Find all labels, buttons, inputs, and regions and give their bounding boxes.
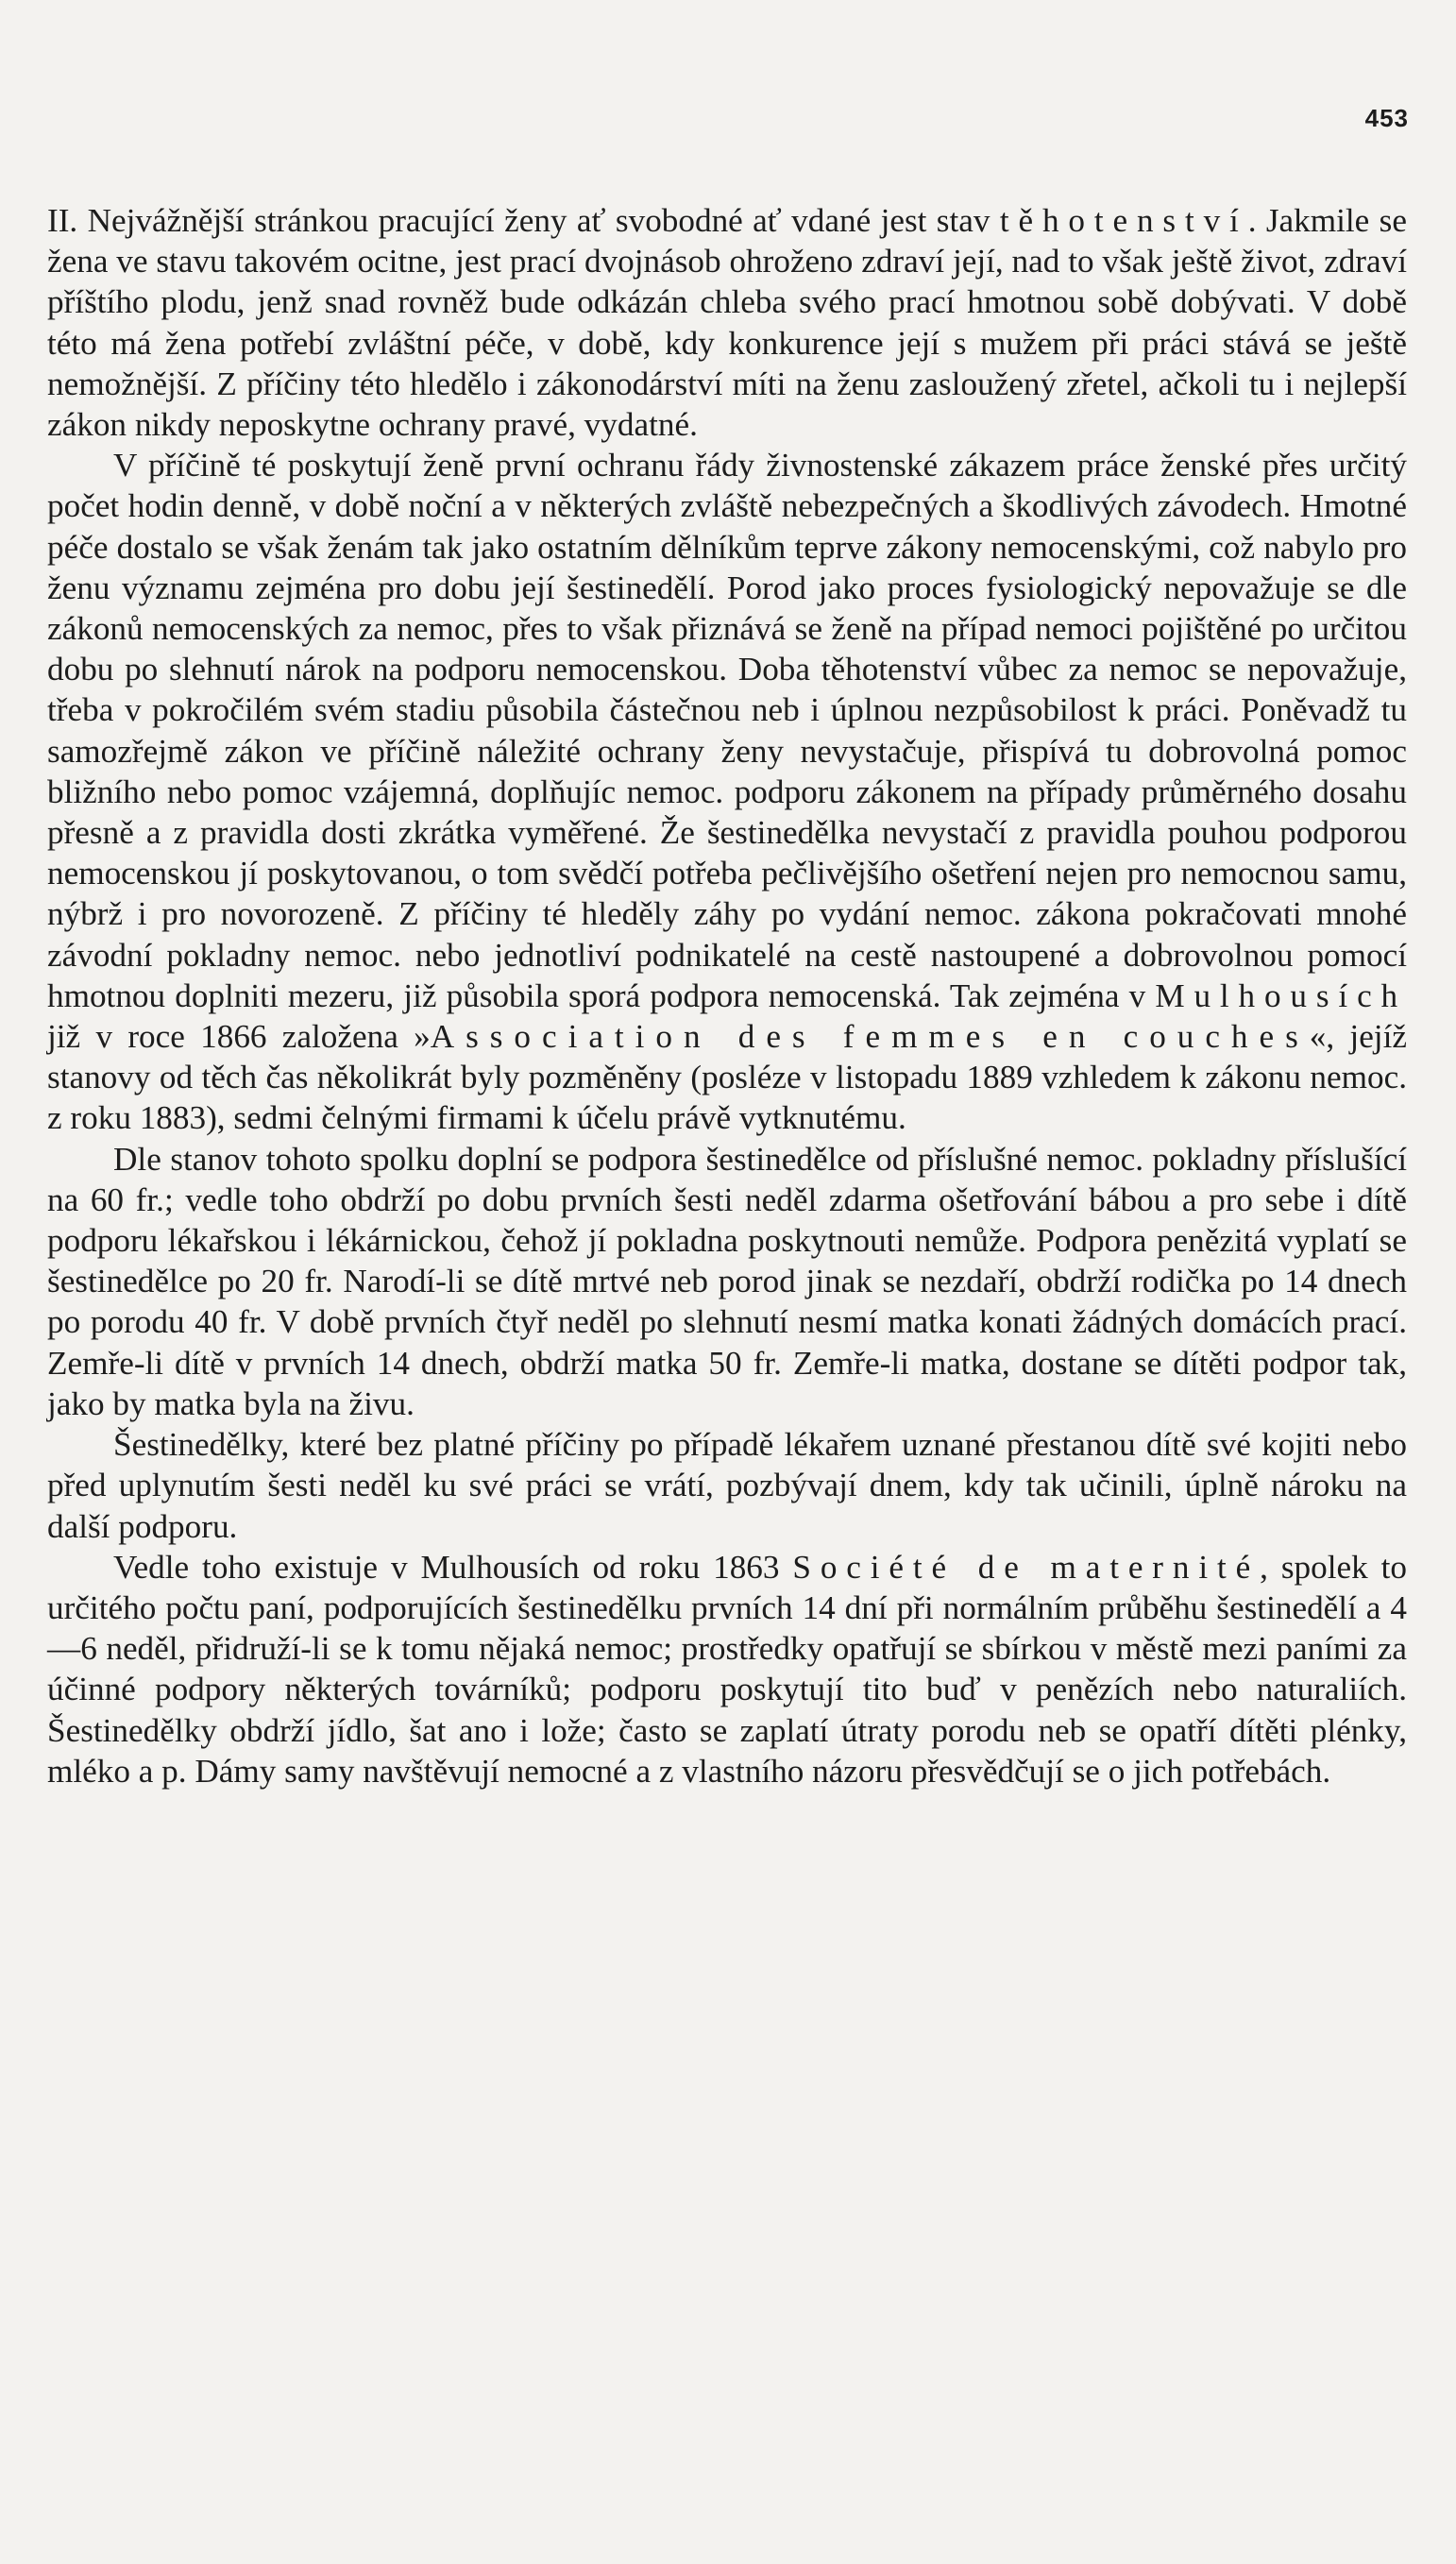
emphasis-spaced-place: Mulhousích <box>1155 976 1407 1014</box>
text-run: již v roce 1866 založena » <box>47 1018 431 1056</box>
emphasis-spaced-association: Association des femmes en couches <box>430 1018 1310 1056</box>
emphasis-spaced-society: Société de maternité <box>792 1548 1261 1586</box>
text-run: V příčině té poskytují ženě první ochranu řády živnostenské zákazem práce ženské přes určitý počet hodin denně, v době noční a v některých zvláště nebezpečných a škodlivých závodech. Hmotné péče dostalo se však ženám tak jako ostatním dělníkům teprve zákony nemocenskými, což nabylo pro ženu významu zejména pro dobu její šestinedělí. Porod jako proces fysiologický nepovažuje se dle zákonů nemocenských za nemoc, přes to však přiznává se ženě na případ nemoci pojištěné po určitou dobu po slehnutí nárok na podporu nemocenskou. Doba těhotenství vůbec za nemoc se nepovažuje, třeba v pokročilém svém stadiu působila částečnou neb i úplnou nezpůsobilost k práci. Poněvadž tu samozřejmě zákon ve příčině náležité ochrany ženy nevystačuje, přispívá tu dobrovolná pomoc bližního nebo pomoc vzájemná, doplňujíc nemoc. podporu zákonem na případy průměrného dosahu přesně a z pravidla dosti zkrátka vyměřené. Že šestinedělka nevystačí z pravidla pouhou podporou nemocenskou jí poskytovanou, o tom svědčí potřeba pečlivějšího ošetření nejen pro nemocnou samu, nýbrž i pro novorozeně. Z příčiny té hleděly záhy po vydání nemoc. zákona pokračovati mnohé závodní pokladny nemoc. nebo jednotliví podnikatelé na cestě nastoupené a dobrovolnou pomocí hmotnou doplniti mezeru, již působila sporá podpora nemocenská. Tak zejména v <box>47 447 1407 1014</box>
page-number: 453 <box>1364 104 1409 132</box>
text-run: «, jejíž stanovy od těch čas několikrát byly pozměněny (posléze v listopadu 1889 vzhledem k zákonu nemoc. z roku 1883), sedmi čelnými firmami k účelu právě vytknutému. <box>47 1018 1407 1137</box>
paragraph <box>47 1139 1407 1424</box>
paragraph <box>47 445 1407 1138</box>
paragraph <box>47 1547 1407 1791</box>
text-run: , spolek to určitého počtu paní, podporujících šestinedělku prvních 14 dní při normálním průběhu šestinedělí a 4—6 neděl, přidruží-li se k tomu nějaká nemoc; prostředky opatřují se sbírkou v městě mezi paními za účinné podpory některých továrníků; podporu poskytují tito buď v penězích nebo naturaliích. Šestinedělky obdrží jídlo, šat ano i lože; často se zaplatí útraty porodu neb se opatří dítěti plénky, mléko a p. Dámy samy navštěvují nemocné a z vlastního názoru přesvědčují se o jich potřebách. <box>47 1548 1407 1790</box>
text-run: Dle stanov tohoto spolku doplní se podpora šestinedělce od příslušné nemoc. pokladny příslušící na 60 fr.; vedle toho obdrží po dobu prvních šesti neděl zdarma ošetřování bábou a pro sebe i dítě podporu lékařskou i lékárnickou, čehož jí pokladna poskytnouti nemůže. Podpora penězitá vyplatí se šestinedělce po 20 fr. Narodí-li se dítě mrtvé neb porod jinak se nezdaří, obdrží rodička po 14 dnech po porodu 40 fr. V době prvních čtyř neděl po slehnutí nesmí matka konati žádných domácích prací. Zemře-li dítě v prvních 14 dnech, obdrží matka 50 fr. Zemře-li matka, dostane se dítěti podpor tak, jako by matka byla na živu. <box>47 1140 1407 1422</box>
paragraph <box>47 200 1407 445</box>
text-run: Vedle toho existuje v Mulhousích od roku 1863 <box>113 1548 793 1586</box>
text-run: II. Nejvážnější stránkou pracující ženy ať svobodné ať vdané jest stav <box>47 202 1000 239</box>
text-run: Šestinedělky, které bez platné příčiny po případě lékařem uznané přestanou dítě své kojiti nebo před uplynutím šesti neděl ku své práci se vrátí, pozbývají dnem, kdy tak učinili, úplně nároku na další podporu. <box>47 1426 1407 1545</box>
paragraph <box>47 1424 1407 1547</box>
text-body <box>47 200 1407 1791</box>
emphasis-spaced-term: těhotenství <box>999 202 1248 239</box>
text-run: . Jakmile se žena ve stavu takovém ocitne, jest prací dvojnásob ohroženo zdraví její, nad to však ještě život, zdraví příštího plodu, jenž snad rovněž bude odkázán chleba svého prací hmotnou sobě dobývati. V době této má žena potřebí zvláštní péče, v době, kdy konkurence její s mužem při práci stává se ještě nemožnější. Z příčiny této hledělo i zákonodárství míti na ženu zasloužený zřetel, ačkoli tu i nejlepší zákon nikdy neposkytne ochrany pravé, vydatné. <box>47 202 1407 444</box>
